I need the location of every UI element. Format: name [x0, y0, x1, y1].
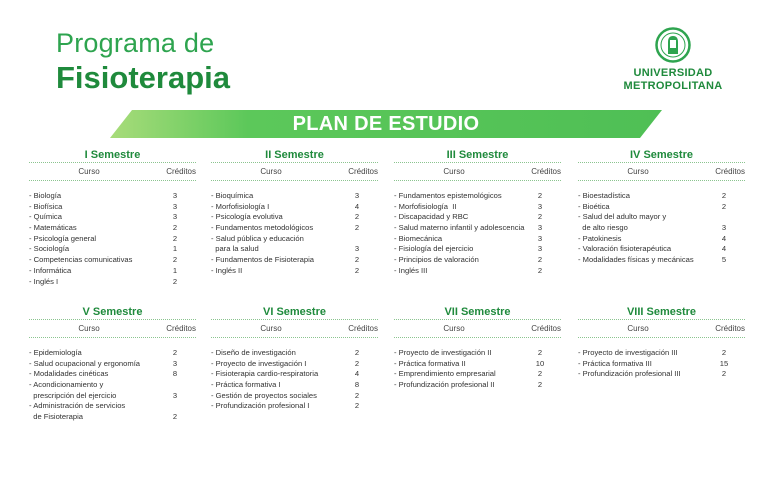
credits-column-label: Créditos: [348, 324, 378, 333]
course-row: [394, 380, 561, 391]
university-logo: [614, 26, 732, 93]
course-row: [29, 391, 196, 402]
credits-column-label: Créditos: [715, 167, 745, 176]
course-credits: 3: [172, 212, 178, 222]
course-name: - Acondicionamiento y: [29, 380, 104, 390]
course-row: [578, 191, 745, 202]
course-credits: 2: [721, 369, 727, 379]
course-name: - Profundización profesional II: [394, 380, 495, 390]
course-credits: 2: [537, 191, 543, 200]
course-credits: 2: [537, 380, 543, 390]
course-row: [578, 359, 745, 370]
course-name: - Bioética: [578, 201, 610, 211]
course-row: [211, 191, 378, 202]
course-row: [394, 223, 561, 234]
course-credits: 3: [537, 223, 543, 233]
course-credits: 8: [172, 369, 178, 379]
column-header: [211, 320, 378, 337]
course-list: [29, 348, 196, 423]
course-credits: 4: [354, 201, 360, 211]
semester-title: III Semestre: [446, 149, 509, 161]
course-row: [29, 223, 196, 234]
course-row: [578, 369, 745, 380]
course-row: [29, 359, 196, 370]
course-row: [578, 212, 745, 223]
course-name: de alto riesgo: [578, 223, 628, 233]
course-row: [394, 359, 561, 370]
course-row: [394, 266, 561, 277]
course-row: [394, 234, 561, 245]
course-list: [29, 191, 196, 287]
course-row: [394, 191, 561, 202]
course-credits: 15: [719, 358, 729, 368]
course-row: [29, 277, 196, 288]
course-credits: 2: [721, 191, 727, 200]
course-row: [211, 401, 378, 412]
course-list: [211, 191, 378, 277]
semester-block: [578, 148, 745, 266]
course-name: - Principios de valoración: [394, 255, 479, 265]
semester-title: IV Semestre: [630, 149, 693, 161]
course-credits: 2: [354, 358, 360, 368]
course-name: para la salud: [211, 244, 259, 254]
course-name: - Informática: [29, 265, 72, 275]
program-title-line1: Programa de: [56, 28, 215, 58]
course-row: [29, 412, 196, 423]
course-name: - Modalidades físicas y mecánicas: [578, 255, 694, 265]
semester-block: [211, 148, 378, 277]
semester-title: II Semestre: [265, 149, 324, 161]
credits-column-label: Créditos: [348, 167, 378, 176]
course-name: - Diseño de investigación: [211, 348, 296, 357]
course-row: [29, 191, 196, 202]
course-name: - Emprendimiento empresarial: [394, 369, 496, 379]
course-name: - Bioquímica: [211, 191, 254, 200]
course-credits: 10: [535, 358, 545, 368]
divider: [394, 180, 561, 181]
course-row: [211, 202, 378, 213]
course-name: - Práctica formativa II: [394, 358, 466, 368]
course-row: [211, 255, 378, 266]
course-credits: 2: [537, 348, 543, 357]
course-credits: 2: [172, 412, 178, 422]
semester-block: [394, 148, 561, 277]
course-name: - Discapacidad y RBC: [394, 212, 469, 222]
semester-title: I Semestre: [84, 149, 141, 161]
course-name: - Proyecto de investigación II: [394, 348, 492, 357]
course-row: [29, 234, 196, 245]
logo-line2: METROPOLITANA: [623, 80, 723, 92]
course-row: [211, 369, 378, 380]
course-row: [211, 348, 378, 359]
column-header: [578, 320, 745, 337]
column-header: [211, 163, 378, 180]
semester-block: [578, 305, 745, 380]
divider: [29, 180, 196, 181]
course-name: - Proyecto de investigación III: [578, 348, 678, 357]
course-column-label: Curso: [627, 167, 649, 176]
course-name: - Química: [29, 212, 62, 222]
course-row: [578, 244, 745, 255]
course-name: - Inglés I: [29, 276, 59, 286]
course-name: - Gestión de proyectos sociales: [211, 390, 317, 400]
course-row: [394, 244, 561, 255]
credits-column-label: Créditos: [166, 167, 196, 176]
course-list: [394, 348, 561, 391]
course-name: de Fisioterapia: [29, 412, 84, 422]
course-row: [394, 212, 561, 223]
course-row: [211, 212, 378, 223]
course-column-label: Curso: [78, 167, 100, 176]
course-row: [29, 380, 196, 391]
course-name: - Sociología: [29, 244, 70, 254]
divider: [578, 337, 745, 338]
course-credits: 2: [354, 265, 360, 275]
course-credits: 4: [721, 233, 727, 243]
course-credits: 2: [354, 390, 360, 400]
course-credits: 2: [354, 348, 360, 357]
course-column-label: Curso: [78, 324, 100, 333]
course-row: [211, 266, 378, 277]
course-name: prescripción del ejercicio: [29, 390, 117, 400]
course-list: [578, 348, 745, 380]
course-row: [29, 212, 196, 223]
course-name: - Biofísica: [29, 201, 63, 211]
course-row: [211, 223, 378, 234]
course-name: - Morfofisiología II: [394, 201, 457, 211]
course-list: [211, 348, 378, 412]
course-column-label: Curso: [443, 167, 465, 176]
plan-banner-text: PLAN DE ESTUDIO: [292, 113, 480, 135]
course-credits: 2: [721, 201, 727, 211]
credits-column-label: Créditos: [531, 324, 561, 333]
divider: [29, 337, 196, 338]
course-credits: 2: [537, 265, 543, 275]
course-column-label: Curso: [443, 324, 465, 333]
course-name: - Salud materno infantil y adolescencia: [394, 223, 525, 233]
course-name: - Administración de servicios: [29, 401, 126, 411]
column-header: [29, 320, 196, 337]
course-credits: 3: [172, 191, 178, 200]
course-row: [29, 348, 196, 359]
course-credits: 3: [721, 223, 727, 233]
column-header: [29, 163, 196, 180]
course-credits: 2: [537, 212, 543, 222]
course-credits: 3: [537, 233, 543, 243]
course-name: - Psicología general: [29, 233, 97, 243]
course-list: [578, 191, 745, 266]
credits-column-label: Créditos: [531, 167, 561, 176]
course-credits: 1: [172, 244, 178, 254]
course-row: [29, 401, 196, 412]
course-row: [394, 202, 561, 213]
course-credits: 2: [537, 369, 543, 379]
course-column-label: Curso: [260, 167, 282, 176]
course-name: - Salud ocupacional y ergonomía: [29, 358, 141, 368]
course-credits: 2: [354, 401, 360, 411]
course-credits: 2: [721, 348, 727, 357]
course-credits: 2: [537, 255, 543, 265]
course-name: - Modalidades cinéticas: [29, 369, 109, 379]
divider: [578, 180, 745, 181]
course-row: [29, 244, 196, 255]
course-credits: 2: [354, 255, 360, 265]
semester-title: VII Semestre: [444, 306, 511, 318]
credits-column-label: Créditos: [166, 324, 196, 333]
credits-column-label: Créditos: [715, 324, 745, 333]
course-row: [211, 380, 378, 391]
course-credits: 2: [354, 223, 360, 233]
course-name: - Fundamentos metodológicos: [211, 223, 314, 233]
course-credits: 3: [354, 191, 360, 200]
course-name: - Valoración fisioterapéutica: [578, 244, 672, 254]
semester-title: V Semestre: [82, 306, 143, 318]
course-credits: 2: [172, 255, 178, 265]
course-row: [211, 234, 378, 245]
semester-title: VI Semestre: [263, 306, 326, 318]
course-name: - Matemáticas: [29, 223, 77, 233]
course-row: [578, 223, 745, 234]
course-name: - Epidemiología: [29, 348, 82, 357]
course-name: - Biomecánica: [394, 233, 443, 243]
divider: [211, 337, 378, 338]
course-row: [211, 359, 378, 370]
course-row: [29, 255, 196, 266]
course-row: [29, 202, 196, 213]
program-title-line2: Fisioterapia: [56, 60, 230, 95]
course-row: [394, 255, 561, 266]
course-row: [394, 348, 561, 359]
course-credits: 4: [354, 369, 360, 379]
course-row: [578, 202, 745, 213]
course-row: [211, 244, 378, 255]
course-name: - Fundamentos de Fisioterapia: [211, 255, 314, 265]
course-credits: 2: [172, 348, 178, 357]
course-credits: 2: [172, 233, 178, 243]
course-credits: 3: [172, 358, 178, 368]
course-name: - Fisiología del ejercicio: [394, 244, 474, 254]
course-credits: 1: [172, 265, 178, 275]
course-name: - Profundización profesional III: [578, 369, 681, 379]
plan-banner: [110, 110, 662, 138]
course-name: - Salud del adulto mayor y: [578, 212, 667, 222]
semester-title: VIII Semestre: [626, 306, 697, 318]
course-credits: 8: [354, 380, 360, 390]
semester-block: [29, 305, 196, 423]
course-row: [29, 369, 196, 380]
course-name: - Competencias comunicativas: [29, 255, 133, 265]
course-name: - Psicología evolutiva: [211, 212, 283, 222]
semester-block: [394, 305, 561, 391]
course-column-label: Curso: [627, 324, 649, 333]
university-seal-icon: [655, 26, 691, 64]
course-credits: 2: [354, 212, 360, 222]
course-credits: 2: [172, 276, 178, 286]
course-name: - Profundización profesional I: [211, 401, 310, 411]
column-header: [394, 163, 561, 180]
course-name: - Proyecto de investigación I: [211, 358, 307, 368]
course-name: - Fisioterapia cardio-respiratoria: [211, 369, 319, 379]
course-credits: 3: [537, 201, 543, 211]
course-name: - Fundamentos epistemológicos: [394, 191, 502, 200]
column-header: [578, 163, 745, 180]
course-name: - Práctica formativa III: [578, 358, 652, 368]
divider: [211, 180, 378, 181]
course-row: [578, 348, 745, 359]
course-row: [211, 391, 378, 402]
course-credits: 5: [721, 255, 727, 265]
divider: [394, 337, 561, 338]
course-list: [394, 191, 561, 277]
course-row: [578, 255, 745, 266]
course-name: - Biología: [29, 191, 62, 200]
course-credits: 2: [172, 223, 178, 233]
course-row: [29, 266, 196, 277]
semester-block: [211, 305, 378, 412]
course-name: - Patokinesis: [578, 233, 622, 243]
course-row: [578, 234, 745, 245]
course-name: - Inglés II: [211, 265, 243, 275]
course-credits: 3: [172, 201, 178, 211]
column-header: [394, 320, 561, 337]
course-name: - Práctica formativa I: [211, 380, 281, 390]
semester-block: [29, 148, 196, 287]
course-column-label: Curso: [260, 324, 282, 333]
course-credits: 3: [172, 390, 178, 400]
course-credits: 3: [537, 244, 543, 254]
logo-line1: UNIVERSIDAD: [633, 67, 713, 79]
course-credits: 3: [354, 244, 360, 254]
course-name: - Inglés III: [394, 265, 428, 275]
course-name: - Morfofisiología I: [211, 201, 270, 211]
course-credits: 4: [721, 244, 727, 254]
course-name: - Bioestadística: [578, 191, 630, 200]
course-row: [394, 369, 561, 380]
course-name: - Salud pública y educación: [211, 233, 304, 243]
